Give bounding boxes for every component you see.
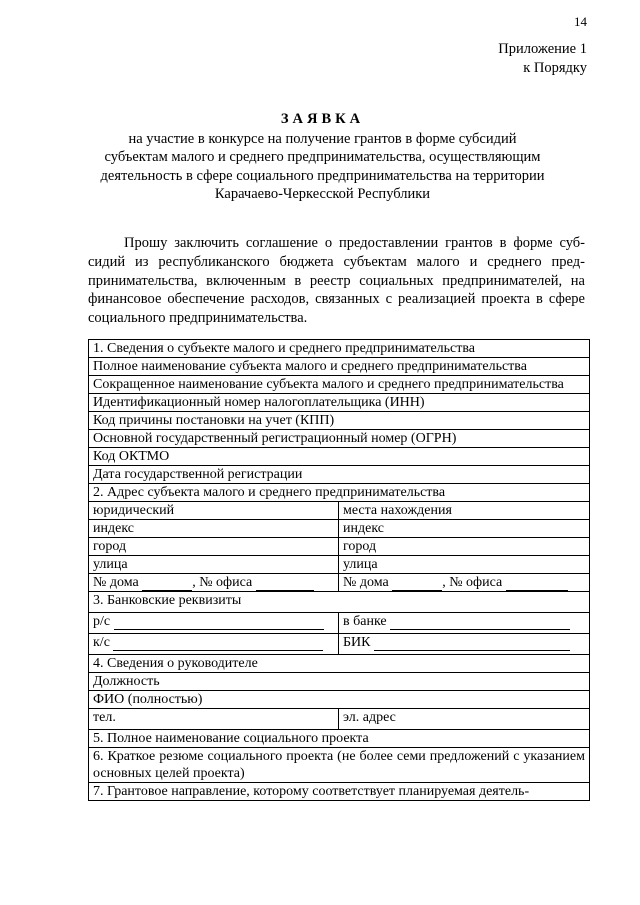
location-street-cell: улица bbox=[339, 556, 590, 574]
kpp-row: Код причины постановки на учет (КПП) bbox=[89, 412, 590, 430]
ks-label: к/с bbox=[93, 635, 110, 650]
office-label: , № офиса bbox=[442, 575, 503, 590]
email-cell: эл. адрес bbox=[339, 709, 590, 730]
legal-index-cell: индекс bbox=[89, 520, 339, 538]
bik-blank[interactable] bbox=[374, 636, 570, 651]
ks-cell bbox=[89, 634, 339, 655]
section-6-header: 6. Краткое резюме социального проекта (не более семи предложений с указанием основных целей проекта) bbox=[89, 748, 590, 783]
section-5-header: 5. Полное наименование социального проекта bbox=[89, 730, 590, 748]
bik-label: БИК bbox=[343, 635, 371, 650]
rs-cell bbox=[89, 613, 339, 634]
location-address-label: места нахождения bbox=[339, 502, 590, 520]
phone-cell: тел. bbox=[89, 709, 339, 730]
fio-row: ФИО (полностью) bbox=[89, 691, 590, 709]
inn-row: Идентификационный номер налогоплательщика (ИНН) bbox=[89, 394, 590, 412]
registration-date-row: Дата государственной регистрации bbox=[89, 466, 590, 484]
legal-address-label: юридический bbox=[89, 502, 339, 520]
office-blank[interactable] bbox=[256, 576, 314, 591]
bank-label: в банке bbox=[343, 614, 387, 629]
title-sub-4: Карачаево-Черкесской Республики bbox=[214, 186, 431, 202]
document-title bbox=[60, 110, 585, 204]
annex-reference bbox=[498, 40, 587, 78]
section-3-header: 3. Банковские реквизиты bbox=[89, 592, 590, 613]
bik-cell bbox=[339, 634, 590, 655]
legal-street-cell: улица bbox=[89, 556, 339, 574]
bank-blank[interactable] bbox=[390, 615, 570, 630]
short-name-row: Сокращенное наименование субъекта малого и среднего предпринимательства bbox=[89, 376, 590, 394]
location-house-office-cell bbox=[339, 574, 590, 592]
title-main: ЗАЯВКА bbox=[280, 111, 365, 127]
rs-blank[interactable] bbox=[114, 615, 324, 630]
annex-line-1: Приложение 1 bbox=[498, 41, 587, 57]
house-blank[interactable] bbox=[142, 576, 192, 591]
office-label: , № офиса bbox=[192, 575, 253, 590]
rs-label: р/с bbox=[93, 614, 111, 629]
office-blank[interactable] bbox=[506, 576, 568, 591]
full-name-row: Полное наименование субъекта малого и среднего предпринимательства bbox=[89, 358, 590, 376]
title-sub-3: деятельность в сфере социального предпринимательства на территории bbox=[100, 167, 545, 184]
section-7-header: 7. Грантовое направление, которому соответствует планируемая деятель- bbox=[89, 783, 590, 801]
house-blank[interactable] bbox=[392, 576, 442, 591]
section-2-header: 2. Адрес субъекта малого и среднего предпринимательства bbox=[89, 484, 590, 502]
legal-city-cell: город bbox=[89, 538, 339, 556]
intro-paragraph: Прошу заключить соглашение о предоставлении грантов в форме субсидий из республиканского бюджета субъектам малого и среднего предпринимательства, включенным в реестр социальных предпринимателей, на финансовое обеспечение расходов, связанных с реализацией проекта в сфере социального предпринимательства. bbox=[88, 235, 585, 327]
legal-house-office-cell bbox=[89, 574, 339, 592]
location-index-cell: индекс bbox=[339, 520, 590, 538]
oktmo-row: Код ОКТМО bbox=[89, 448, 590, 466]
ogrn-row: Основной государственный регистрационный номер (ОГРН) bbox=[89, 430, 590, 448]
section-4-header: 4. Сведения о руководителе bbox=[89, 655, 590, 673]
section-1-header: 1. Сведения о субъекте малого и среднего предпринимательства bbox=[89, 340, 590, 358]
location-city-cell: город bbox=[339, 538, 590, 556]
title-sub-2: субъектам малого и среднего предпринимательства, осуществляющим bbox=[104, 149, 541, 165]
page-number: 14 bbox=[574, 14, 587, 29]
position-row: Должность bbox=[89, 673, 590, 691]
house-label: № дома bbox=[93, 575, 139, 590]
application-form-table bbox=[88, 339, 590, 801]
annex-line-2: к Порядку bbox=[523, 60, 587, 76]
bank-cell bbox=[339, 613, 590, 634]
title-sub-1: на участие в конкурсе на получение грантов в форме субсидий bbox=[128, 130, 517, 147]
house-label: № дома bbox=[343, 575, 389, 590]
ks-blank[interactable] bbox=[113, 636, 323, 651]
